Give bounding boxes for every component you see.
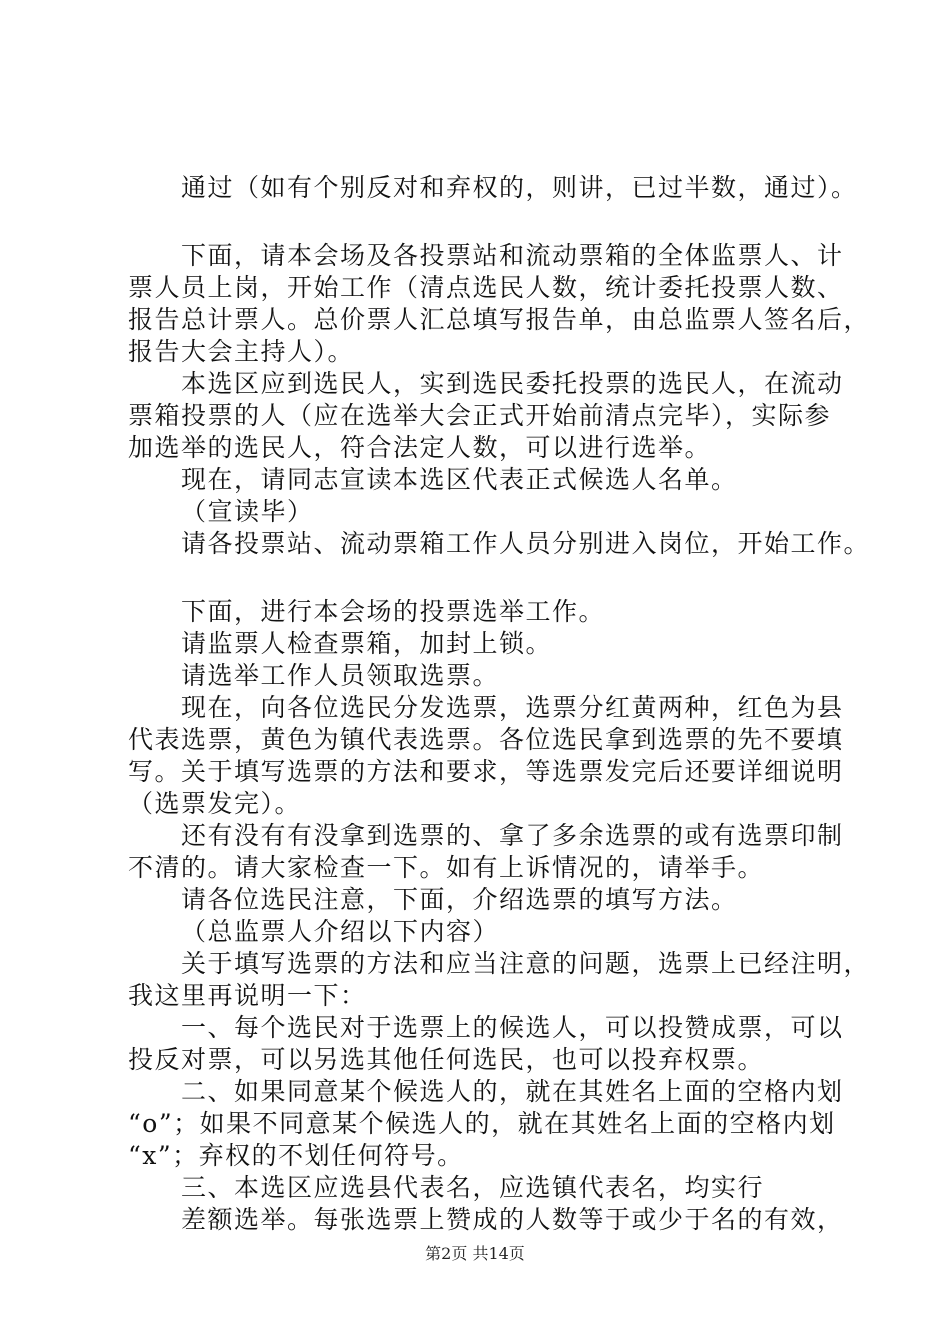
paragraph-line: （总监票人介绍以下内容）	[181, 917, 500, 946]
paragraph-line: 请各位选民注意，下面，介绍选票的填写方法。	[181, 885, 738, 914]
paragraph-line: 差额选举。每张选票上赞成的人数等于或少于名的有效，	[181, 1205, 844, 1234]
paragraph-line: 下面，请本会场及各投票站和流动票箱的全体监票人、计	[181, 241, 844, 270]
paragraph-line: 不清的。请大家检查一下。如有上诉情况的，请举手。	[128, 853, 765, 882]
paragraph-line: 我这里再说明一下：	[128, 981, 367, 1010]
paragraph-line: 报告大会主持人）。	[128, 337, 355, 366]
paragraph-line: （选票发完）。	[128, 789, 302, 818]
paragraph-line: 投反对票，可以另选其他任何选民，也可以投弃权票。	[128, 1045, 765, 1074]
paragraph-line: 加选举的选民人，符合法定人数，可以进行选举。	[128, 433, 712, 462]
paragraph-line: 票箱投票的人（应在选举大会正式开始前清点完毕），实际参	[128, 401, 832, 430]
paragraph-gap	[128, 560, 850, 596]
paragraph-line: 下面，进行本会场的投票选举工作。	[181, 597, 606, 626]
paragraph-line: 票人员上岗，开始工作（清点选民人数，统计委托投票人数、	[128, 273, 844, 302]
paragraph-line: “o”；如果不同意某个候选人的，就在其姓名上面的空格内划	[128, 1109, 836, 1138]
paragraph-gap	[128, 204, 850, 240]
paragraph-line: 关于填写选票的方法和应当注意的问题，选票上已经注明，	[181, 949, 871, 978]
paragraph-line: 请选举工作人员领取选票。	[181, 661, 500, 690]
paragraph-line: 请监票人检查票箱，加封上锁。	[181, 629, 553, 658]
paragraph-line: 请各投票站、流动票箱工作人员分别进入岗位，开始工作。	[181, 529, 871, 558]
paragraph-line: 一、每个选民对于选票上的候选人，可以投赞成票，可以	[181, 1013, 844, 1042]
paragraph-line: 现在，请同志宣读本选区代表正式候选人名单。	[181, 465, 738, 494]
paragraph-line: （宣读毕）	[181, 497, 314, 526]
document-body	[128, 172, 871, 1236]
paragraph-line: 报告总计票人。总价票人汇总填写报告单，由总监票人签名后，	[128, 305, 871, 334]
page-number-footer: 第2页 共14页	[425, 1244, 525, 1263]
paragraph-line: 代表选票，黄色为镇代表选票。各位选民拿到选票的先不要填	[128, 725, 844, 754]
paragraph-line: 三、本选区应选县代表名，应选镇代表名，均实行	[181, 1173, 765, 1202]
paragraph-line: 写。关于填写选票的方法和要求，等选票发完后还要详细说明	[128, 757, 844, 786]
paragraph-line: 现在，向各位选民分发选票，选票分红黄两种，红色为县	[181, 693, 844, 722]
paragraph-line: 还有没有有没拿到选票的、拿了多余选票的或有选票印制	[181, 821, 844, 850]
paragraph-line: “x”；弃权的不划任何符号。	[128, 1141, 464, 1170]
paragraph-line: 通过（如有个别反对和弃权的，则讲，已过半数，通过）。	[181, 173, 858, 202]
paragraph-line: 二、如果同意某个候选人的，就在其姓名上面的空格内划	[181, 1077, 844, 1106]
paragraph-line: 本选区应到选民人，实到选民委托投票的选民人，在流动	[181, 369, 844, 398]
